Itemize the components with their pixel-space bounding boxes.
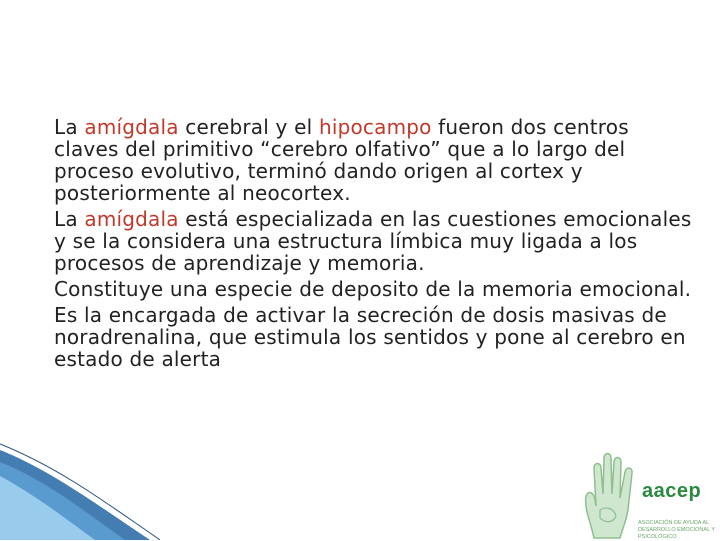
aacep-logo <box>580 450 720 540</box>
slide-text <box>54 116 694 374</box>
highlight-amigdala: amígdala <box>84 115 179 139</box>
highlight-hipocampo: hipocampo <box>318 115 432 139</box>
highlight-amigdala: amígdala <box>84 207 179 231</box>
logo-name: aacep <box>642 480 702 502</box>
corner-wave-decoration <box>0 440 160 540</box>
logo-subtitle: ASOCIACIÓN DE AYUDA AL DESARROLLO EMOCIONAL Y PSICOLÓGICO <box>638 520 715 540</box>
paragraph-1: La amígdala cerebral y el hipocampo fueron dos centros claves del primitivo “cerebro olfativo” que a lo largo del proceso evolutivo, terminó dando origen al cortex y posteriormente al neocortex. <box>54 115 629 205</box>
paragraph-4: Es la encargada de activar la secreción de dosis masivas de noradrenalina, que estimula los sentidos y pone al cerebro en estado de alerta <box>54 303 686 371</box>
paragraph-3: Constituye una especie de deposito de la memoria emocional. <box>54 277 692 301</box>
paragraph-2: La amígdala está especializada en las cuestiones emocionales y se la considera una estructura límbica muy ligada a los procesos de aprendizaje y memoria. <box>54 207 692 275</box>
hand-icon <box>580 450 644 540</box>
